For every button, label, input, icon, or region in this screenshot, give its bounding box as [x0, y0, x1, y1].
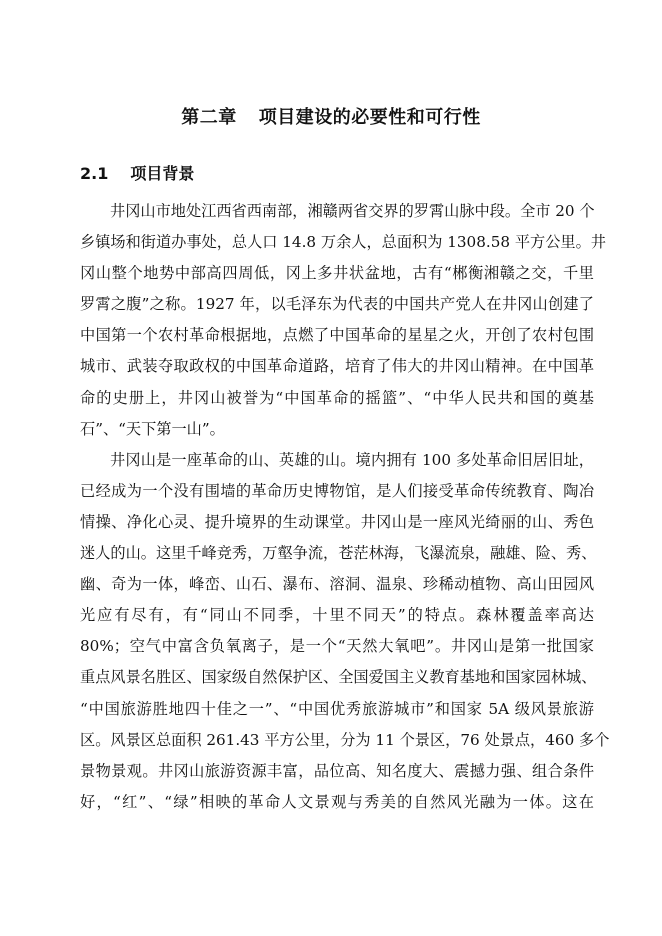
paragraph-line: 石”、“天下第一山”。: [80, 419, 225, 438]
paragraph-line: 城市、武装夺取政权的中国革命道路，培育了伟大的井冈山精神。在中国革: [80, 357, 594, 376]
paragraph-1: [80, 196, 606, 445]
paragraph-line: 已经成为一个没有围墙的革命历史博物馆，是人们接受革命传统教育、陶冶: [80, 481, 594, 500]
paragraph-line: 光应有尽有，有“同山不同季，十里不同天”的特点。森林覆盖率高达: [80, 606, 594, 625]
paragraph-line: 乡镇场和街道办事处，总人口 14.8 万余人，总面积为 1308.58 平方公里。井: [80, 233, 606, 252]
paragraph-line: 迷人的山。这里千峰竞秀，万壑争流，苍茫林海，飞瀑流泉，融雄、险、秀、: [80, 544, 597, 563]
paragraph-line: 中国第一个农村革命根据地，点燃了中国革命的星星之火，开创了农村包围: [80, 326, 594, 345]
paragraph-line: 景物景观。井冈山旅游资源丰富，品位高、知名度大、震撼力强、组合条件: [80, 761, 594, 780]
body-text: [80, 196, 610, 818]
chapter-title: [0, 103, 662, 129]
paragraph-line: 重点风景名胜区、国家级自然保护区、全国爱国主义教育基地和国家园林城、: [80, 668, 597, 687]
paragraph-line: 情操、净化心灵、提升境界的生动课堂。井冈山是一座风光绮丽的山、秀色: [80, 512, 594, 531]
paragraph-line: 好，“红”、“绿”相映的革命人文景观与秀美的自然风光融为一体。这在: [80, 792, 594, 811]
paragraph-line: 井冈山市地处江西省西南部，湘赣两省交界的罗霄山脉中段。全市 20 个: [110, 202, 595, 220]
chapter-number: 第二章: [181, 107, 237, 128]
section-number: 2.1: [80, 164, 109, 183]
section-title: [80, 161, 194, 184]
paragraph-line: 命的史册上，井冈山被誉为“中国革命的摇篮”、“中华人民共和国的奠基: [80, 388, 594, 407]
paragraph-line: 冈山整个地势中部高四周低，冈上多井状盆地，古有“郴衡湘赣之交，千里: [80, 264, 594, 283]
section-title-text: 项目背景: [130, 164, 195, 183]
paragraph-line: 井冈山是一座革命的山、英雄的山。境内拥有 100 多处革命旧居旧址，: [110, 450, 594, 469]
chapter-title-text: 项目建设的必要性和可行性: [258, 107, 481, 128]
paragraph-2: [80, 445, 610, 818]
paragraph-line: 幽、奇为一体，峰峦、山石、瀑布、溶洞、温泉、珍稀动植物、高山田园风: [80, 575, 594, 594]
paragraph-line: 区。风景区总面积 261.43 平方公里，分为 11 个景区，76 处景点，460 多个: [80, 730, 610, 749]
paragraph-line: 罗霄之腹”之称。1927 年，以毛泽东为代表的中国共产党人在井冈山创建了: [80, 295, 594, 314]
paragraph-line: “中国旅游胜地四十佳之一”、“中国优秀旅游城市”和国家 5A 级风景旅游: [80, 699, 594, 718]
paragraph-line: 80%；空气中富含负氧离子，是一个“天然大氧吧”。井冈山是第一批国家: [80, 637, 594, 656]
